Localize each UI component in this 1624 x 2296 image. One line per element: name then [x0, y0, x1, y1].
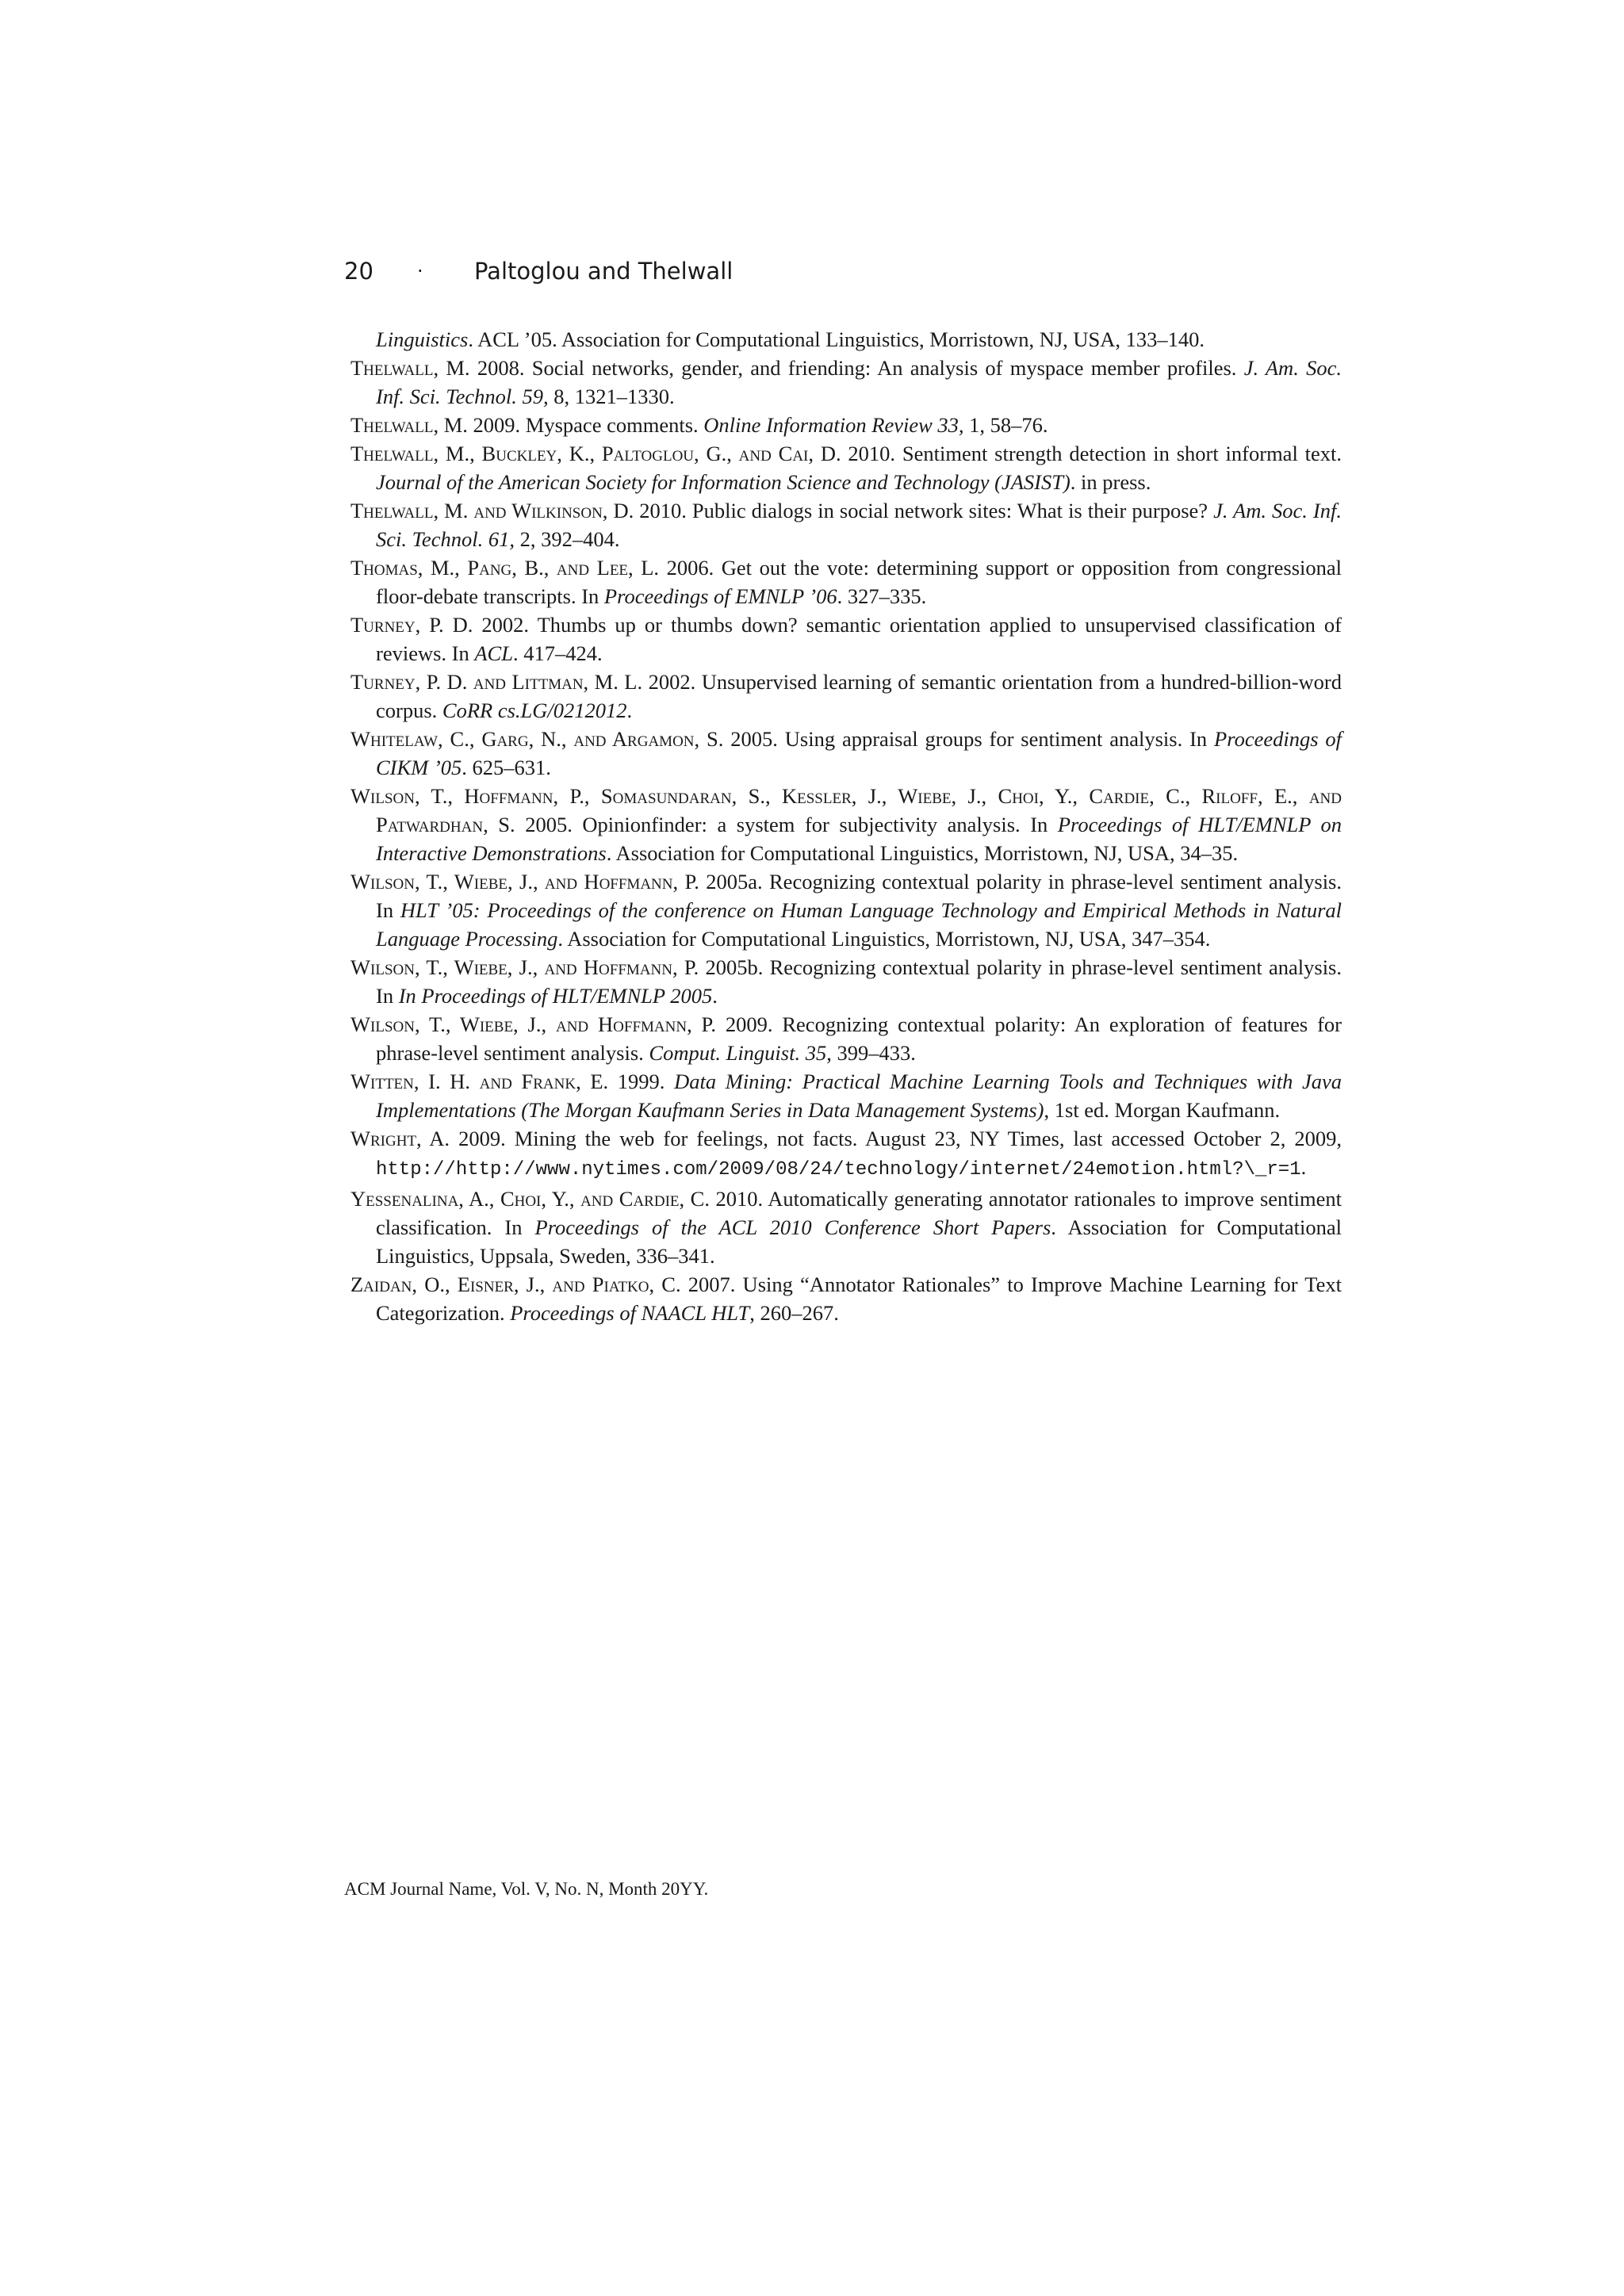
reference-text: . Association for Computational Linguistics, Morristown, NJ, USA, 34–35. [606, 841, 1239, 865]
reference-entry [350, 867, 1342, 953]
reference-entry [350, 1124, 1342, 1184]
reference-text: 2009. Recognizing contextual polarity: An exploration of features for phrase-level sentiment analysis. [376, 1012, 1342, 1065]
reference-text: , 399–433. [826, 1041, 916, 1065]
reference-authors: Wilson, T., Wiebe, J., and Hoffmann, P. [350, 870, 699, 894]
reference-list [350, 325, 1342, 1327]
reference-authors: Wilson, T., Wiebe, J., and Hoffmann, P. [350, 955, 699, 979]
reference-authors: Wilson, T., Hoffmann, P., Somasundaran, S., Kessler, J., Wiebe, J., Choi, Y., Cardie, C., Riloff, E., and Patwardhan, S. [350, 784, 1342, 836]
reference-text: 2007. Using “Annotator Rationales” to Improve Machine Learning for Text Categorization. [376, 1272, 1342, 1325]
reference-venue: Journal of the American Society for Information Science and Technology (JASIST) [376, 470, 1071, 494]
reference-venue: HLT ’05: Proceedings of the conference on Human Language Technology and Empirical Methods in Natural Language Processing [376, 898, 1342, 951]
reference-text: 2010. Public dialogs in social network sites: What is their purpose? [634, 499, 1214, 522]
reference-text: 2010. Sentiment strength detection in short informal text. [841, 442, 1342, 465]
reference-entry [350, 953, 1342, 1010]
reference-text: 8, 1321–1330. [548, 385, 675, 408]
reference-venue: Comput. Linguist. 35 [649, 1041, 827, 1065]
reference-entry [350, 354, 1342, 411]
page-footer: ACM Journal Name, Vol. V, No. N, Month 20YY. [344, 1879, 709, 1899]
reference-authors: Wilson, T., Wiebe, J., and Hoffmann, P. [350, 1012, 716, 1036]
running-title: Paltoglou and Thelwall [474, 258, 733, 285]
reference-authors: Thomas, M., Pang, B., and Lee, L. [350, 556, 660, 580]
reference-venue: In Proceedings of HLT/EMNLP 2005 [398, 984, 713, 1008]
reference-text: 1999. [608, 1070, 675, 1093]
reference-text: 1, 58–76. [963, 413, 1048, 437]
reference-entry [350, 668, 1342, 725]
reference-entry [350, 411, 1342, 439]
reference-entry [350, 725, 1342, 782]
reference-text: , 260–267. [749, 1301, 839, 1325]
reference-venue: Proceedings of EMNLP ’06 [603, 584, 837, 608]
reference-entry [350, 1270, 1342, 1327]
reference-text: . Association for Computational Linguistics, Uppsala, Sweden, 336–341. [376, 1215, 1342, 1268]
reference-entry [350, 325, 1342, 354]
reference-entry [350, 1184, 1342, 1270]
reference-authors: Turney, P. D. and Littman, M. L. [350, 670, 643, 694]
reference-text: 2006. Get out the vote: determining support or opposition from congressional floor-debate transcripts. In [376, 556, 1342, 608]
reference-authors: Witten, I. H. and Frank, E. [350, 1070, 609, 1093]
reference-authors: Thelwall, M. [350, 413, 468, 437]
reference-entry [350, 553, 1342, 610]
reference-venue: ACL [474, 641, 513, 665]
reference-venue: Proceedings of the ACL 2010 Conference Short Papers [534, 1215, 1051, 1239]
reference-entry [350, 496, 1342, 553]
reference-text: . 625–631. [462, 756, 551, 779]
reference-venue: J. Am. Soc. Inf. Sci. Technol. 59, [376, 356, 1342, 408]
reference-entry [350, 782, 1342, 867]
reference-authors: Yessenalina, A., Choi, Y., and Cardie, C. [350, 1187, 710, 1211]
reference-venue: Proceedings of CIKM ’05 [376, 727, 1342, 779]
reference-text: 2009. Myspace comments. [467, 413, 704, 437]
reference-authors: Zaidan, O., Eisner, J., and Piatko, C. [350, 1272, 681, 1296]
reference-text: . [712, 984, 718, 1008]
reference-text: 2009. Mining the web for feelings, not facts. August 23, NY Times, last accessed October 2, 2009, [450, 1127, 1342, 1150]
reference-venue: J. Am. Soc. Inf. Sci. Technol. 61, [376, 499, 1342, 551]
reference-entry [350, 1067, 1342, 1124]
reference-text: . ACL ’05. Association for Computational Linguistics, Morristown, NJ, USA, 133–140. [468, 327, 1205, 351]
reference-entry [350, 1010, 1342, 1067]
header-separator: · [417, 260, 423, 282]
reference-authors: Turney, P. D. [350, 613, 473, 637]
reference-text: , 1st ed. Morgan Kaufmann. [1044, 1098, 1281, 1122]
reference-text: 2002. Unsupervised learning of semantic orientation from a hundred-billion-word corpus. [376, 670, 1342, 722]
reference-text: . 417–424. [512, 641, 603, 665]
reference-text: . Association for Computational Linguistics, Morristown, NJ, USA, 347–354. [557, 927, 1211, 951]
reference-text: 2005. Opinionfinder: a system for subjectivity analysis. In [515, 813, 1058, 836]
reference-text: 2005b. Recognizing contextual polarity in phrase-level sentiment analysis. In [376, 955, 1342, 1008]
reference-venue: Linguistics [376, 327, 469, 351]
reference-text: . in press. [1070, 470, 1151, 494]
reference-authors: Thelwall, M. [350, 356, 470, 380]
reference-venue: Online Information Review 33, [703, 413, 964, 437]
reference-url[interactable]: http://http://www.nytimes.com/2009/08/24/technology/internet/24emotion.html?\_r=1 [376, 1159, 1301, 1181]
reference-venue: Proceedings of HLT/EMNLP on Interactive Demonstrations [376, 813, 1342, 865]
reference-authors: Thelwall, M. and Wilkinson, D. [350, 499, 634, 522]
reference-authors: Wright, A. [350, 1127, 450, 1150]
reference-text: 2010. Automatically generating annotator rationales to improve sentiment classification. In [376, 1187, 1342, 1239]
reference-entry [350, 610, 1342, 668]
reference-venue: Proceedings of NAACL HLT [510, 1301, 750, 1325]
reference-authors: Thelwall, M., Buckley, K., Paltoglou, G., and Cai, D. [350, 442, 841, 465]
reference-text: . [626, 698, 633, 722]
reference-text: 2, 392–404. [514, 527, 620, 551]
reference-text: . 327–335. [837, 584, 927, 608]
reference-authors: Whitelaw, C., Garg, N., and Argamon, S. [350, 727, 724, 751]
reference-text: 2008. Social networks, gender, and friending: An analysis of myspace member profiles. [469, 356, 1244, 380]
reference-text: 2002. Thumbs up or thumbs down? semantic orientation applied to unsupervised classification of reviews. In [376, 613, 1342, 665]
running-head [344, 255, 733, 287]
reference-venue: CoRR cs.LG/0212012 [442, 698, 627, 722]
reference-text: . [1300, 1155, 1307, 1179]
reference-text: 2005. Using appraisal groups for sentiment analysis. In [723, 727, 1215, 751]
page-number: 20 [344, 258, 373, 285]
reference-entry [350, 439, 1342, 496]
reference-venue: Data Mining: Practical Machine Learning Tools and Techniques with Java Implementations (The Morgan Kaufmann Series in Data Management Systems) [376, 1070, 1342, 1122]
reference-text: 2005a. Recognizing contextual polarity in phrase-level sentiment analysis. In [376, 870, 1342, 922]
